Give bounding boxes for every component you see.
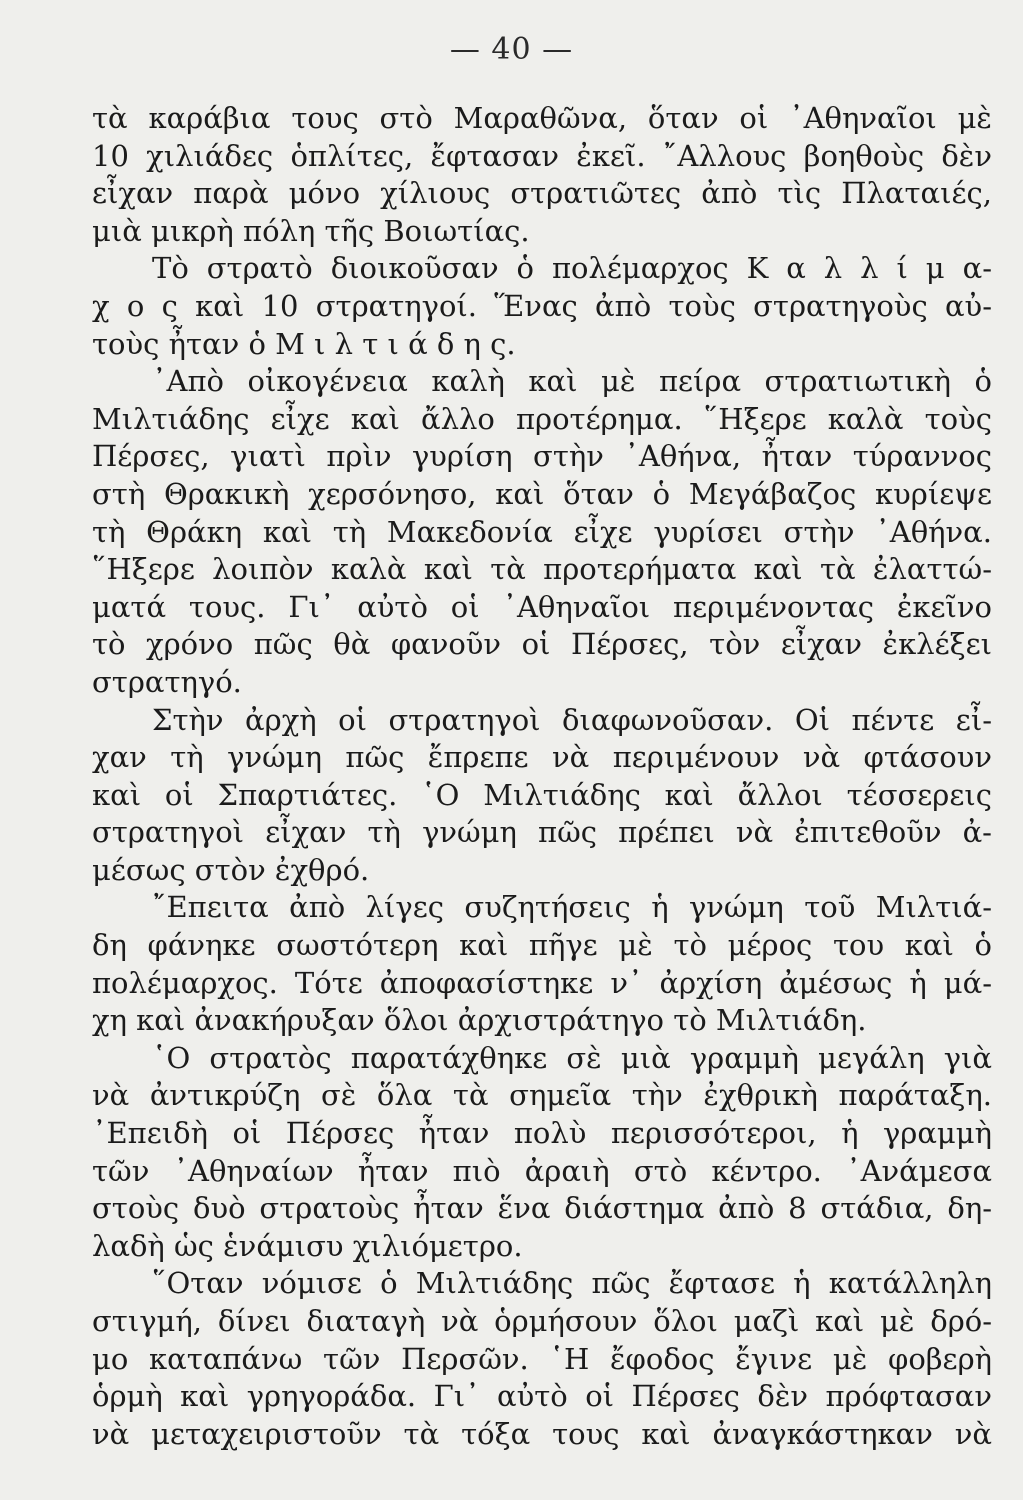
text-line: λαδὴ ὡς ἑνάμισυ χιλιόμετρο.	[92, 1228, 523, 1263]
text-line: τῶν ᾿Αθηναίων ἦταν πιὸ ἀραιὴ στὸ κέντρο. ᾿Ανάμεσα	[92, 1153, 992, 1188]
text-line: καὶ οἱ Σπαρτιάτες. ῾Ο Μιλτιάδης καὶ ἄλλοι τέσσερεις	[92, 777, 992, 812]
text-line: χαν τὴ γνώμη πῶς ἔπρεπε νὰ περιμένουν νὰ φτάσουν	[92, 740, 992, 775]
text-line: εἶχαν παρὰ μόνο χίλιους στρατιῶτες ἀπὸ τὶς Πλαταιές,	[92, 176, 992, 211]
text-line: μο καταπάνω τῶν Περσῶν. ῾Η ἔφοδος ἔγινε μὲ φοβερὴ	[92, 1341, 992, 1376]
text-line: ᾿Απὸ οἰκογένεια καλὴ καὶ μὲ πείρα στρατιωτικὴ ὁ	[152, 364, 992, 399]
text-line: 10 χιλιάδες ὁπλίτες, ἔφτασαν ἐκεῖ. ῎Αλλους βοηθοὺς δὲν	[92, 138, 992, 173]
text-line: ῞Ηξερε λοιπὸν καλὰ καὶ τὰ προτερήματα καὶ τὰ ἐλαττώ-	[92, 552, 992, 587]
text-line: τὰ καράβια τους στὸ Μαραθῶνα, ὅταν οἱ ᾿Αθηναῖοι μὲ	[92, 101, 992, 135]
body-text	[92, 100, 992, 1453]
text-line: χη καὶ ἀνακήρυξαν ὅλοι ἀρχιστράτηγο τὸ Μιλτιάδη.	[92, 1003, 867, 1038]
text-line: ᾿Επειδὴ οἱ Πέρσες ἦταν πολὺ περισσότεροι, ἡ γραμμὴ	[92, 1116, 992, 1151]
text-line: Τὸ στρατὸ διοικοῦσαν ὁ πολέμαρχος Κ α λ λ ί μ α-	[152, 251, 992, 286]
text-line: στοὺς δυὸ στρατοὺς ἦταν ἕνα διάστημα ἀπὸ 8 στάδια, δη-	[92, 1191, 992, 1226]
text-line: τὸ χρόνο πῶς θὰ φανοῦν οἱ Πέρσες, τὸν εἶχαν ἐκλέξει	[92, 627, 992, 662]
page-number: — 40 —	[449, 32, 574, 67]
text-line: στὴ Θρακικὴ χερσόνησο, καὶ ὅταν ὁ Μεγάβαζος κυρίεψε	[92, 476, 992, 511]
text-line: χ ο ς καὶ 10 στρατηγοί. Ἕνας ἀπὸ τοὺς στρατηγοὺς αὐ-	[92, 288, 992, 323]
text-line: Πέρσες, γιατὶ πρὶν γυρίση στὴν ᾿Αθήνα, ἦταν τύραννος	[92, 439, 992, 474]
text-line: Μιλτιάδης εἶχε καὶ ἄλλο προτέρημα. ῞Ηξερε καλὰ τοὺς	[92, 401, 992, 436]
text-line: μέσως στὸν ἐχθρό.	[92, 852, 370, 887]
text-line: νὰ μεταχειριστοῦν τὰ τόξα τους καὶ ἀναγκάστηκαν νὰ	[92, 1416, 992, 1451]
text-line: δη φάνηκε σωστότερη καὶ πῆγε μὲ τὸ μέρος του καὶ ὁ	[92, 928, 992, 963]
text-line: μιὰ μικρὴ πόλη τῆς Βοιωτίας.	[92, 213, 530, 248]
text-line: ματά τους. Γι᾿ αὐτὸ οἱ ᾿Αθηναῖοι περιμένοντας ἐκεῖνο	[92, 589, 992, 624]
text-line: τὴ Θράκη καὶ τὴ Μακεδονία εἶχε γυρίσει στὴν ᾿Αθήνα.	[92, 514, 992, 549]
text-line: πολέμαρχος. Τότε ἀποφασίστηκε ν᾿ ἀρχίση ἀμέσως ἡ μά-	[92, 965, 992, 1000]
text-line: Στὴν ἀρχὴ οἱ στρατηγοὶ διαφωνοῦσαν. Οἱ πέντε εἶ-	[152, 702, 992, 737]
text-line: στρατηγοὶ εἶχαν τὴ γνώμη πῶς πρέπει νὰ ἐπιτεθοῦν ἀ-	[92, 815, 992, 850]
text-line: στρατηγό.	[92, 664, 242, 699]
text-line: ῞Οταν νόμισε ὁ Μιλτιάδης πῶς ἔφτασε ἡ κατάλληλη	[152, 1266, 992, 1301]
text-line: ὁρμὴ καὶ γρηγοράδα. Γι᾿ αὐτὸ οἱ Πέρσες δὲν πρόφτασαν	[92, 1379, 992, 1414]
text-line: νὰ ἀντικρύζη σὲ ὅλα τὰ σημεῖα τὴν ἐχθρικὴ παράταξη.	[92, 1078, 992, 1113]
text-line: στιγμή, δίνει διαταγὴ νὰ ὁρμήσουν ὅλοι μαζὶ καὶ μὲ δρό-	[92, 1304, 992, 1338]
text-line: τοὺς ἦταν ὁ Μ ι λ τ ι ά δ η ς.	[92, 326, 516, 361]
text-line: ῾Ο στρατὸς παρατάχθηκε σὲ μιὰ γραμμὴ μεγάλη γιὰ	[152, 1040, 992, 1075]
text-line: ῎Επειτα ἀπὸ λίγες συζητήσεις ἡ γνώμη τοῦ Μιλτιά-	[152, 890, 992, 925]
